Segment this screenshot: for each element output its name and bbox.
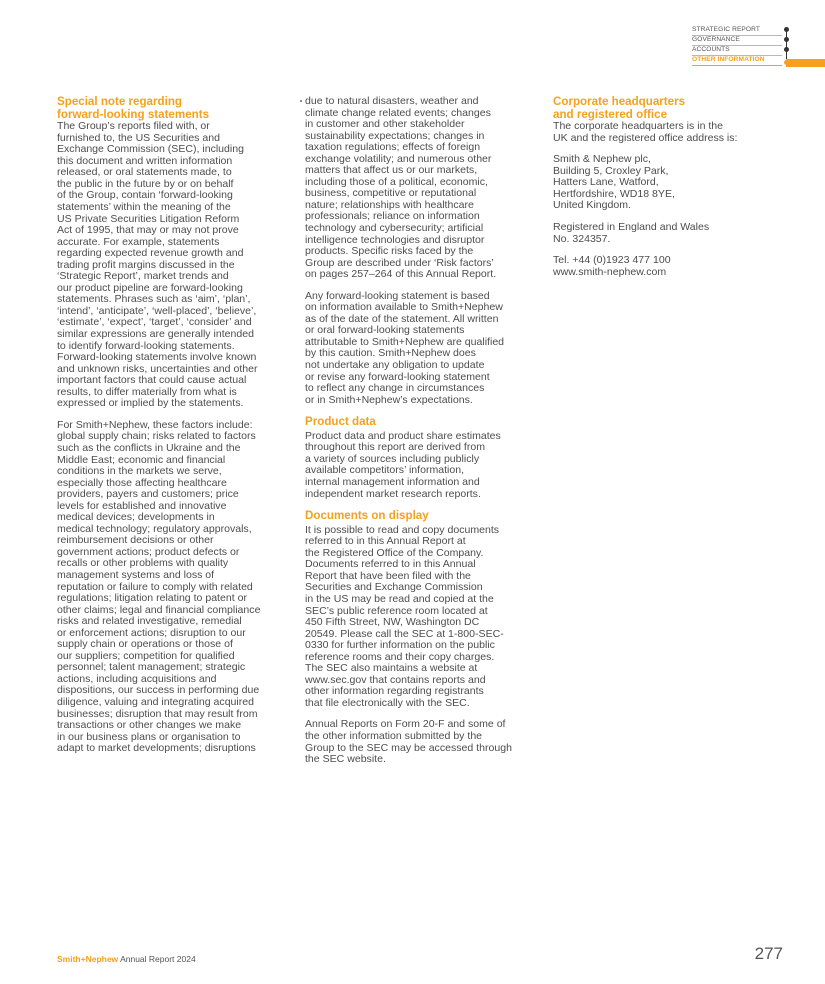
nav-active-indicator	[786, 59, 825, 67]
documents-paragraph-1: It is possible to read and copy documents referred to in this Annual Report at the Registered Office of the Company. Documents referred to in this Annual Report that have been filed with the Securities and Exchange Commission in the US may be read and copied at the SEC’s public reference room located at 450 Fifth Street, NW, Washington DC 20549. Please call the SEC at 1-800-SEC- 0330 for further information on the public reference rooms and their copy charges. The SEC also maintains a website at www.sec.gov that contains reports and other information regarding registrants that file electronically with the SEC.	[305, 523, 504, 709]
section-nav	[692, 26, 782, 66]
column-headquarters	[553, 96, 793, 288]
nav-dot-icon	[784, 47, 789, 52]
documents-heading: Documents on display	[305, 509, 429, 523]
column-forward-looking	[57, 96, 297, 765]
column-middle	[305, 96, 545, 776]
report-title: Annual Report 2024	[118, 954, 196, 964]
nav-dot-icon	[784, 27, 789, 32]
registration-number: Registered in England and Wales No. 324357.	[553, 221, 710, 245]
forward-looking-paragraph-1: The Group’s reports filed with, or furnished to, the US Securities and Exchange Commission (SEC), including this document and written information released, or oral statements made, to the public in the future by or on behalf of the Group, contain ‘forward-looking statements’ within the meaning of the US Private Securities Litigation Reform Act of 1995, that may or may not prove accurate. For example, statements regarding expected revenue growth and trading profit margins discussed in the ‘Strategic Report’, market trends and our product pipeline are forward-looking statements. Phrases such as ‘aim’, ‘plan’, ‘intend’, ‘anticipate’, ‘well-placed’, ‘believe’, ‘estimate’, ‘expect’, ‘target’, ‘consider’ and similar expressions are generally intended to identify forward-looking statements. Forward-looking statements involve known and unknown risks, uncertainties and other important factors that could cause actual results, to differ materially from what is expressed or implied by the statements.	[57, 120, 258, 410]
headquarters-intro: The corporate headquarters is in the UK and the registered office address is:	[553, 120, 738, 144]
documents-paragraph-2: Annual Reports on Form 20-F and some of the other information submitted by the Group to the SEC may be accessed through the SEC website.	[305, 718, 512, 766]
nav-governance[interactable]: GOVERNANCE	[692, 36, 782, 46]
brand-name: Smith+Nephew	[57, 954, 119, 964]
page-number: 277	[754, 944, 783, 963]
nav-other-information[interactable]: OTHER INFORMATION	[692, 56, 782, 66]
contact-details: Tel. +44 (0)1923 477 100 www.smith-nephew.com	[553, 254, 671, 278]
forward-looking-paragraph-2: For Smith+Nephew, these factors include: global supply chain; risks related to factors such as the conflicts in Ukraine and the Middle East; economic and financial conditions in the markets we serve, especially those affecting healthcare providers, payers and customers; price levels for established and innovative medical devices; developments in medical technology; regulatory approvals, reimbursement decisions or other government actions; product defects or recalls or other problems with quality management systems and loss of reputation or failure to comply with related regulations; litigation relating to patent or other claims; legal and financial compliance risks and related investigative, remedial or enforcement actions; disruption to our supply chain or operations or those of our suppliers; competition for qualified personnel; talent management; strategic actions, including acquisitions and dispositions, our success in performing due diligence, valuing and integrating acquired businesses; disruption that may result from transactions or other changes we make in our business plans or organisation to adapt to market developments; disruptions	[57, 418, 261, 755]
nav-accounts[interactable]: ACCOUNTS	[692, 46, 782, 56]
page-footer	[57, 954, 196, 964]
forward-looking-paragraph-3: Any forward-looking statement is based on information available to Smith+Nephew as of the date of the statement. All written or oral forward-looking statements attributable to Smith+Nephew are qualified by this caution. Smith+Nephew does not undertake any obligation to update or revise any forward-looking statement to reflect any change in circumstances or in Smith+Nephew’s expectations.	[305, 289, 505, 406]
headquarters-heading: Corporate headquarters and registered office	[553, 95, 686, 121]
forward-looking-heading: Special note regarding forward-looking statements	[57, 95, 210, 121]
product-data-heading: Product data	[305, 415, 376, 429]
nav-strategic-report[interactable]: STRATEGIC REPORT	[692, 26, 782, 36]
product-data-text: Product data and product share estimates throughout this report are derived from a variety of sources including publicly available competitors’ information, internal management information and independent market research reports.	[305, 429, 501, 500]
continuation-mark	[300, 100, 302, 102]
forward-looking-continued: due to natural disasters, weather and climate change related events; changes in customer and other stakeholder sustainability expectations; changes in taxation regulations; effects of foreign exchange volatility; and numerous other matters that affect us or our markets, including those of a political, economic, business, competitive or reputational nature; relationships with healthcare professionals; reliance on information technology and cybersecurity; artificial intelligence technologies and disruptor products. Specific risks faced by the Group are described under ‘Risk factors’ on pages 257–264 of this Annual Report.	[305, 95, 497, 281]
headquarters-address: Smith & Nephew plc, Building 5, Croxley Park, Hatters Lane, Watford, Hertfordshire, WD18 8YE, United Kingdom.	[553, 153, 675, 212]
nav-dot-icon	[784, 37, 789, 42]
